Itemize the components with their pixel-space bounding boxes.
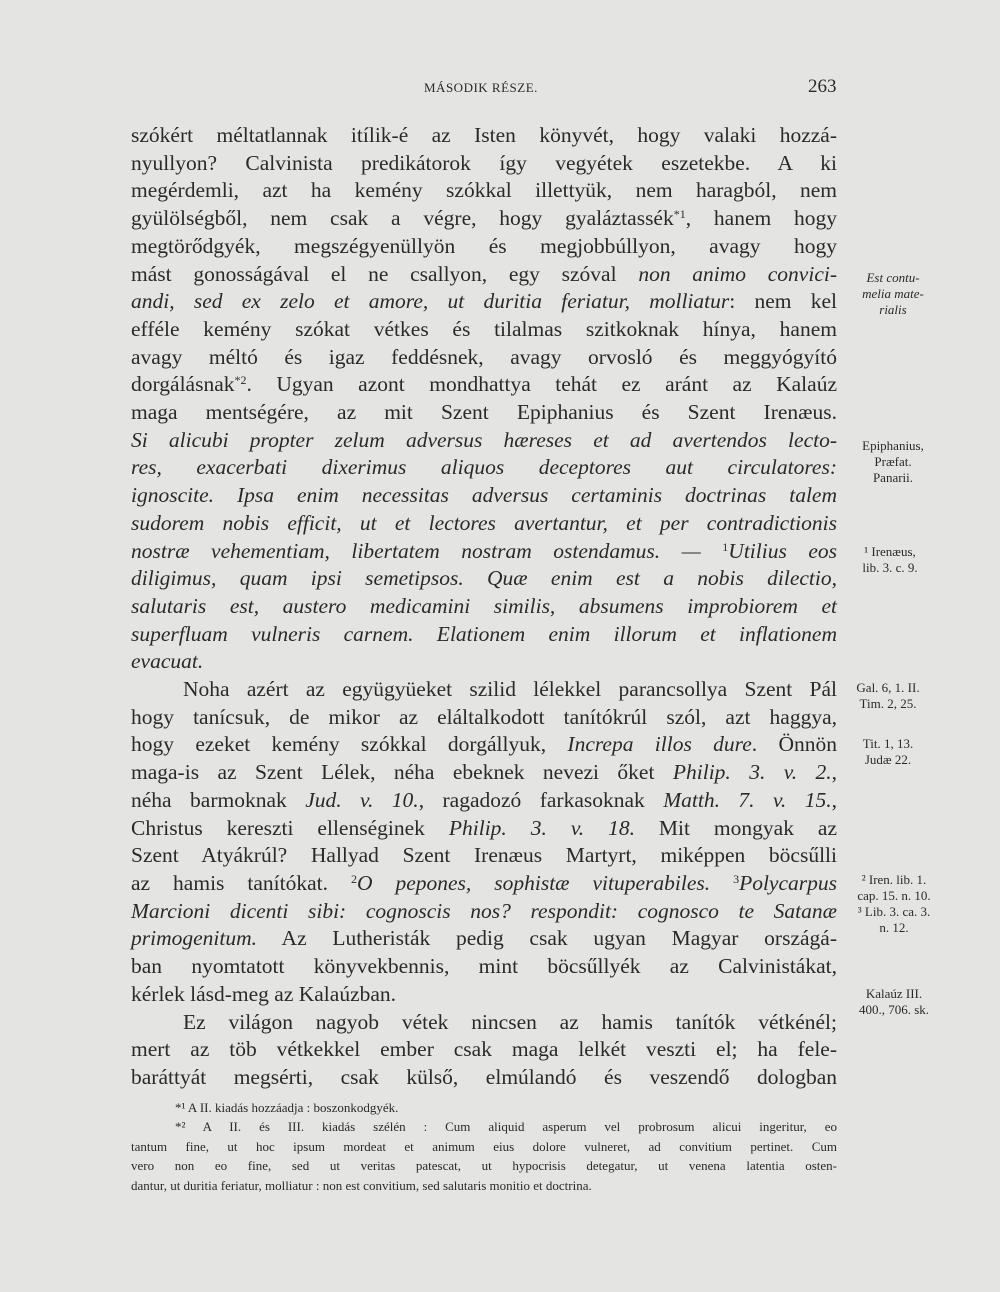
text-line: kérlek lásd-meg az Kalaúzban. <box>131 981 397 1006</box>
text-line: nyullyon? Calvinista predikátorok így vegyétek eszetekbe. A ki <box>131 150 837 175</box>
text-line: néha barmoknak Jud. v. 10., ragadozó farkasoknak Matth. 7. v. 15., <box>131 787 837 812</box>
latin-quote-line: superfluam vulneris carnem. Elationem enim illorum et inflationem <box>131 621 837 646</box>
text-line: megérdemli, azt ha kemény szókkal illettyük, nem haragból, nem <box>131 178 837 203</box>
latin-quote-line: Si alicubi propter zelum adversus hæreses et ad avertendos lecto- <box>131 427 837 452</box>
latin-quote-line: salutaris est, austero medicamini similis, absumens improbiorem et <box>131 593 837 618</box>
text-line: andi, sed ex zelo et amore, ut duritia feriatur, molliatur: nem kel <box>131 289 837 314</box>
text-line: primogenitum. Az Lutheristák pedig csak ugyan Magyar országá- <box>131 926 837 951</box>
note-ref: 2 <box>350 871 357 886</box>
text-line: mert az töb vétkekkel ember csak maga lelkét veszti el; ha fele- <box>131 1037 837 1062</box>
note-ref: 1 <box>722 539 729 554</box>
margin-note-irenaeus: ¹ Irenæus, lib. 3. c. 9. <box>862 544 918 575</box>
text-line: az hamis tanítókat. $^2$O pepones, sophistæ vituperabiles. $^3$Polycarpus <box>131 870 838 895</box>
text-line: maga mentségére, az mit Szent Epiphanius és Szent Irenæus. <box>131 400 837 425</box>
latin-quote-line: evacuat. <box>131 649 204 674</box>
margin-note-iren-lib: ² Iren. lib. 1. cap. 15. n. 10. ³ Lib. 3. ca. 3. n. 12. <box>857 872 931 935</box>
text-line: megtörődgyék, megszégyenüllyön és megjobbúllyon, avagy hogy <box>131 233 837 258</box>
text-line: maga-is az Szent Lélek, néha ebeknek nevezi őket Philip. 3. v. 2., <box>131 760 837 785</box>
text-line: Ez világon nagyob vétek nincsen az hamis tanítók vétkénél; <box>183 1009 837 1034</box>
margin-note-contumelia: Est contu- melia mate- rialis <box>862 270 924 317</box>
text-line: hogy tanícsuk, de mikor az eláltalkodott tanítókrúl szól, azt haggya, <box>131 704 837 729</box>
latin-quote-line: sudorem nobis efficit, ut et lectores avertantur, et per contradictionis <box>131 510 837 535</box>
text-line: gyülölségből, nem csak a végre, hogy gyaláztassék$^{*1}$, hanem hogy <box>131 206 838 231</box>
footnote-1: *¹ A II. kiadás hozzáadja : boszonkodgyék. <box>175 1100 399 1115</box>
text-line: Szent Atyákrúl? Hallyad Szent Irenæus Martyrt, miképpen böcsűlli <box>131 843 837 868</box>
latin-quote-line: ignoscite. Ipsa enim necessitas adversus certaminis doctrinas talem <box>131 483 837 508</box>
text-line: baráttyát megsérti, csak külső, elmúlandó és veszendő dologban <box>131 1064 837 1089</box>
text-line: ban nyomtatott könyvekbennis, mint böcsűllyék az Calvinistákat, <box>131 954 837 979</box>
footnote-2: *² A II. és III. kiadás szélén : Cum aliquid asperum vel probrosum alicui ingeritur, eo tantum fine, ut hoc ipsum mordeat et animum eius dolore vulneret, ad convitium pertinet. Cum vero non eo fine, sed ut veritas patescat, ut hypocrisis detegatur, ut venena latentia osten- dantur, ut duritia feriatur, molliatur : non est convitium, sed salutaris monitio et doctrina. <box>131 1119 837 1193</box>
text-line: Noha azért az együgyüeket szilid lélekkel parancsollya Szent Pál <box>183 677 837 702</box>
latin-quote-line: diligimus, quam ipsi semetipsos. Quæ enim est a nobis dilectio, <box>131 566 837 591</box>
footnote-ref: *1 <box>673 207 686 222</box>
latin-quote-line: res, exacerbati dixerimus aliquos deceptores aut circulatores: <box>131 455 837 480</box>
text-line: Christus kereszti ellenséginek Philip. 3. v. 18. Mit mongyak az <box>131 815 837 840</box>
margin-note-epiphanius: Epiphanius, Præfat. Panarii. <box>862 438 924 485</box>
text-line: avagy méltó és igaz feddésnek, avagy orvosló és meggyógyító <box>131 344 837 369</box>
footnote-ref: *2 <box>234 373 247 388</box>
text-line: szókért méltatlannak itílik-é az Isten könyvét, hogy valaki hozzá- <box>131 123 837 147</box>
margin-note-kalauz: Kalaúz III. 400., 706. sk. <box>858 986 930 1017</box>
text-line: dorgálásnak$^{*2}$. Ugyan azont mondhattya tehát ez aránt az Kalaúz <box>131 372 837 397</box>
page-number: 263 <box>808 76 837 97</box>
body-text <box>131 122 837 1092</box>
footnotes <box>131 1098 837 1195</box>
text-line: hogy ezeket kemény szókkal dorgállyuk, Increpa illos dure. Önnön <box>131 732 838 757</box>
latin-quote-line: Marcioni dicenti sibi: cognoscis nos? respondit: cognosco te Satanæ <box>131 898 837 923</box>
margin-note-galatians: Gal. 6, 1. II. Tim. 2, 25. <box>856 680 920 711</box>
note-ref: 3 <box>733 871 740 886</box>
latin-quote-line: nostræ vehementiam, libertatem nostram ostendamus. — $^1$Utilius eos <box>131 538 838 563</box>
text-line: mást gonosságával el ne csallyon, egy szóval non animo convici- <box>131 261 837 286</box>
margin-note-titus: Tit. 1, 13. Judæ 22. <box>862 736 914 767</box>
text-line: efféle kemény szókat vétkes és tilalmas szitkoknak hínya, hanem <box>131 316 837 341</box>
running-head: MÁSODIK RÉSZE. <box>424 80 538 95</box>
